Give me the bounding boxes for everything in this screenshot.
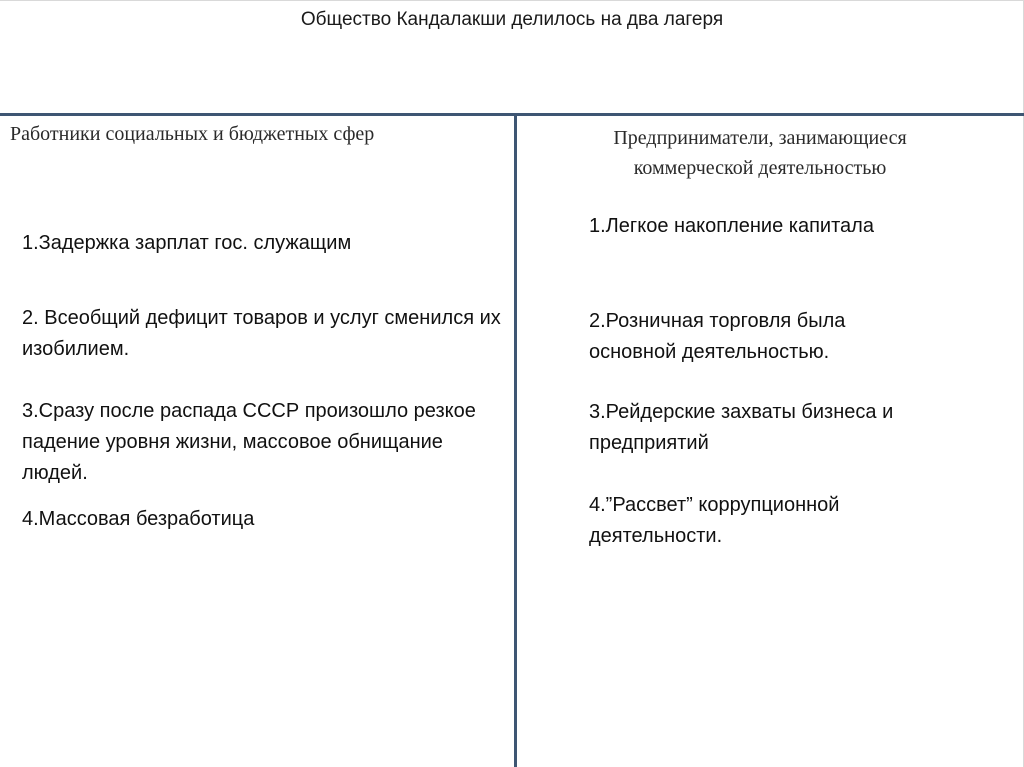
right-heading-line-2: коммерческой деятельностью [633, 157, 887, 179]
right-item-4: 4.”Рассвет” коррупционной деятельности. [589, 494, 840, 547]
right-item-3: 3.Рейдерские захваты бизнеса и предприятий [589, 401, 894, 454]
vertical-divider [514, 113, 517, 767]
slide-title: Общество Кандалакши делилось на два лагеря [300, 9, 724, 30]
left-item-1: 1.Задержка зарплат гос. служащим [22, 232, 352, 254]
horizontal-divider [0, 113, 1024, 116]
left-item-2: 2. Всеобщий дефицит товаров и услуг сменился их изобилием. [22, 307, 501, 360]
left-item-4: 4.Массовая безработица [22, 508, 255, 530]
right-heading-line-1: Предприниматели, занимающиеся [613, 127, 907, 149]
right-item-2: 2.Розничная торговля была основной деятельностью. [589, 310, 846, 363]
right-column-heading [545, 123, 975, 183]
left-column-heading: Работники социальных и бюджетных сфер [10, 123, 375, 145]
frame-top-border [0, 0, 1024, 1]
right-item-1: 1.Легкое накопление капитала [589, 215, 874, 237]
left-item-3: 3.Сразу после распада СССР произошло резкое падение уровня жизни, массовое обнищание людей. [22, 400, 476, 484]
